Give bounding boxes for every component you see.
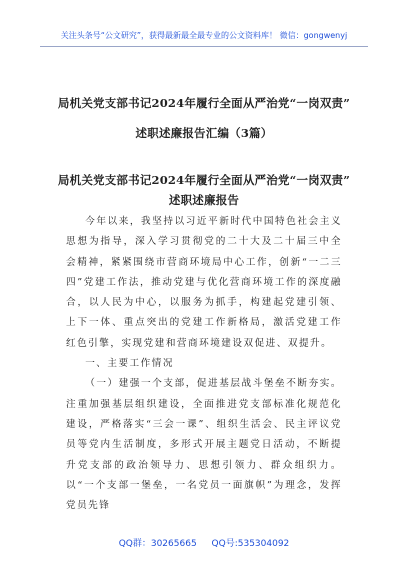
cover-title-line-2: 述职述廉报告汇编（3篇）: [135, 126, 273, 140]
article-title-line-2: 述职述廉报告: [168, 193, 240, 207]
paragraph-intro: 今年以来，我坚持以习近平新时代中国特色社会主义思想为指导，深入学习贯彻党的二十大及二十届三中全会精神，紧紧围绕市营商环境局中心工作，创新“一二三四”党建工作法，推动党建与优化营商环境工作的深度融合，以人民为中心，以服务为抓手，构建起党建引领、上下一体、重点突出的党建工作新格局，激活党建工作红色引擎，实现党建和营商环境建设双促进、双提升。: [66, 216, 342, 349]
header-divider: [40, 46, 368, 47]
qq-group-number: QQ群：30265665: [118, 539, 197, 549]
paragraph-section-1: （一）建强一个支部，促进基层战斗堡垒不断夯实。注重加强基层组织建设，全面推进党支部标准化规范化建设，严格落实“三会一课”、组织生活会、民主评议党员等党内生活制度，多形式开展主题党日活动，不断提升党支部的政治领导力、思想引领力、群众组织力。以“一个支部一堡垒，一名党员一面旗帜”为理念，发挥党员先锋: [66, 378, 342, 512]
header-promo-note: 关注头条号“公文研究”，获得最新最全最专业的公文资料库！ 微信：gongwenyj: [60, 31, 348, 40]
article-body: [66, 212, 342, 516]
section-heading-main-work: 一、主要工作情况: [85, 358, 174, 370]
cover-title-line-1: 局机关党支部书记2024年履行全面从严治党“一岗双责”: [57, 96, 351, 110]
footer-contact: [10, 536, 398, 549]
article-title-line-1: 局机关党支部书记2024年履行全面从严治党“一岗双责”: [57, 173, 351, 187]
qq-account-number: QQ号:535304092: [211, 539, 290, 549]
